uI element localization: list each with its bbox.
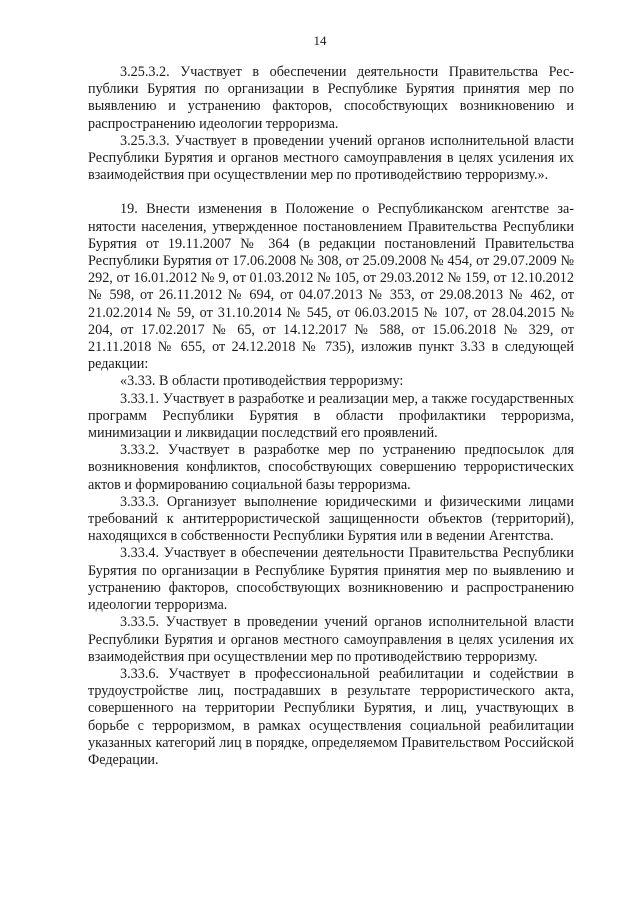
paragraph-3-33-5: 3.33.5. Участвует в проведении учений органов исполнительной власти Республики Бурятия и органов местного самоуправления в целях усиления их взаимодействия при осуществлении мер по противодействию терроризму. xyxy=(88,614,574,665)
paragraph-3-33-1: 3.33.1. Участвует в разработке и реализации мер, а также государственных программ Республики Бурятия в области профилактики терроризма, минимизации и ликвидации последствий его проявлений. xyxy=(88,390,574,442)
paragraph-3-33-2: 3.33.2. Участвует в разработке мер по устранению предпосылок для возникновения конфликтов, способствующих совершению террористических актов и формированию социальной базы терроризма. xyxy=(88,442,574,493)
paragraph-3-33-heading: «3.33. В области противодействия терроризму: xyxy=(120,373,404,390)
paragraph-3-33-4: 3.33.4. Участвует в обеспечении деятельности Правительства Республики Бурятия по организации в Республике Бурятия принятия мер по выявлению и устранению факторов, способствующих возникновению и распространению идеологии терроризма. xyxy=(88,545,574,614)
document-body xyxy=(88,64,574,769)
paragraph-3-25-3-3: 3.25.3.3. Участвует в проведении учений органов исполнительной власти Республики Бурятия и органов местного самоуправления в целях усиления их взаимодействия при осуществлении мер по противодействию терроризму.». xyxy=(88,132,574,184)
page-number: 14 xyxy=(313,33,327,48)
paragraph-3-33-3: 3.33.3. Организует выполнение юридическими и физическими лицами требований к антитеррористической защищенности объектов (территорий), находящихся в собственности Республики Бурятия или в ведении Агентства. xyxy=(88,493,574,545)
paragraph-gap xyxy=(88,184,574,201)
paragraph-3-25-3-2: 3.25.3.2. Участвует в обеспечении деятельности Правительства Республики Бурятия по организации в Республике Бурятия принятия мер по выявлению и устранению факторов, способствующих возникновению и распространению идеологии терроризма. xyxy=(88,64,574,132)
paragraph-item-19: 19. Внести изменения в Положение о Республиканском агентстве занятости населения, утвержденное постановлением Правительства Республики Бурятия от 19.11.2007 № 364 (в редакции постановлений Правительства Республики Бурятия от 17.06.2008 № 308, от 25.09.2008 № 454, от 29.07.2009 № 292, от 16.01.2012 № 9, от 01.03.2012 № 105, от 29.03.2012 № 159, от 12.10.2012 № 598, от 26.11.2012 № 694, от 04.07.2013 № 353, от 29.08.2013 № 462, от 21.02.2014 № 59, от 31.10.2014 № 545, от 06.03.2015 № 107, от 28.04.2015 № 204, от 17.02.2017 № 65, от 14.12.2017 № 588, от 15.06.2018 № 329, от 21.11.2018 № 655, от 24.12.2018 № 735), изложив пункт 3.33 в следующей редакции: xyxy=(88,201,574,373)
paragraph-3-33-6: 3.33.6. Участвует в профессиональной реабилитации и содействии в трудоустройстве лиц, пострадавших в результате террористического акта, совершенного на территории Республики Бурятия, и лиц, участвующих в борьбе с терроризмом, в рамках осуществления социальной реабилитации указанных категорий лиц в порядке, определяемом Правительством Российской Федерации. xyxy=(88,665,574,768)
